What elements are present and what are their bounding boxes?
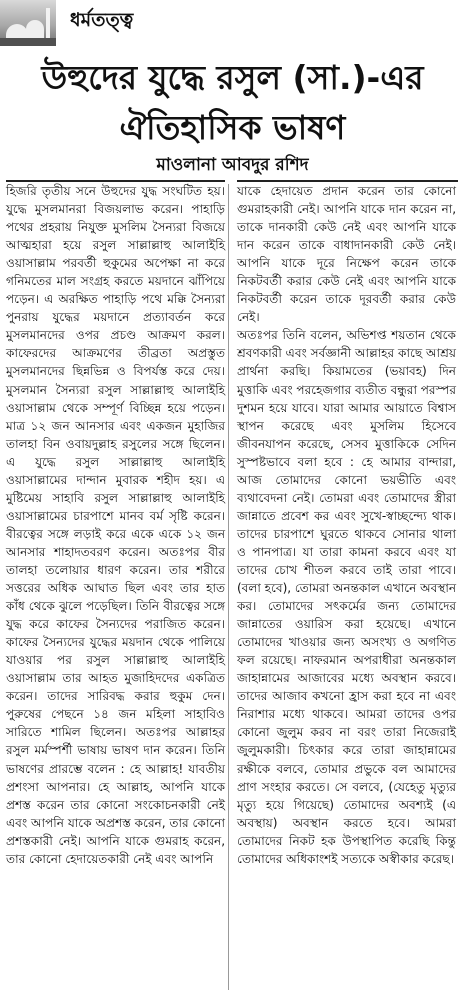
body-column-right: [237, 182, 456, 868]
ground-shape: [0, 38, 56, 46]
dome-shape: [6, 24, 28, 38]
paragraph: হিজরি তৃতীয় সনে উহুদের যুদ্ধ সংঘটিত হয়। যুদ্ধে মুসলমানরা বিজয়লাভ করেন। পাহাড়ি পথের প্রহরায় নিযুক্ত মুসলিম সৈন্যরা বিজয়ে আত্মহারা হয়ে রসুল সাল্লাল্লাহু আলাইহি ওয়াসাল্লাম পরবর্তী হুকুমের অপেক্ষা না করে গনিমতের মাল সংগ্রহ করতে ময়দানে ঝাঁপিয়ে পড়েন। এ অরক্ষিত পাহাড়ি পথে মক্কি সৈন্যরা পুনরায় যুদ্ধের ময়দানে প্রত্যাবর্তন করে মুসলমানদের ওপর প্রচণ্ড আক্রমণ করল। কাফেরদের আক্রমণের তীব্রতা অপ্রস্তুত মুসলমানদের ছিন্নভিন্ন ও বিপর্যস্ত করে দেয়। মুসলমান সৈন্যরা রসুল সাল্লাল্লাহু আলাইহি ওয়াসাল্লাম থেকে সম্পূর্ণ বিচ্ছিন্ন হয়ে পড়েন। মাত্র ১২ জন আনসার এবং একজন মুহাজির তালহা বিন ওবায়দুল্লাহ রসুলের সঙ্গে ছিলেন। এ যুদ্ধে রসুল সাল্লাল্লাহু আলাইহি ওয়াসাল্লামের দান্দান মুবারক শহীদ হয়। এ মুষ্টিমেয় সাহাবি রসুল সাল্লাল্লাহু আলাইহি ওয়াসাল্লামের চারপাশে মানব বর্ম সৃষ্টি করেন। বীরত্বের সঙ্গে লড়াই করে একে একে ১২ জন আনসার শাহাদতবরণ করেন। অতঃপর বীর তালহা তলোয়ার ধারণ করেন। তার শরীরে সত্তরের অধিক আঘাত ছিল এবং তার হাত কাঁধ থেকে ঝুলে পড়েছিল। তিনি বীরত্বের সঙ্গে যুদ্ধ করে কাফের সৈন্যদের পরাজিত করেন। কাফের সৈন্যদের যুদ্ধের ময়দান থেকে পালিয়ে যাওয়ার পর রসুল সাল্লাল্লাহু আলাইহি ওয়াসাল্লাম তার আহত মুজাহিদদের একত্রিত করেন। তাদের সারিবদ্ধ করার হুকুম দেন। পুরুষের পেছনে ১৪ জন মহিলা সাহাবিও সারিতে শামিল ছিলেন। অতঃপর আল্লাহর রসুল মর্মস্পর্শী ভাষায় ভাষণ দান করেন। তিনি ভাষণের প্রারম্ভে বলেন : হে আল্লাহ! যাবতীয় প্রশংসা আপনার। হে আল্লাহ, আপনি যাকে প্রশস্ত করেন তার কোনো সংকোচনকারী নেই এবং আপনি যাকে অপ্রশস্ত করেন, তার কোনো প্রশস্তকারী নেই। আপনি যাকে গুমরাহ করেন, তার কোনো হেদায়েতকারী নেই এবং আপনি: [6, 184, 225, 866]
paragraph: অতঃপর তিনি বলেন, অভিশপ্ত শয়তান থেকে শ্রবণকারী এবং সর্বজ্ঞানী আল্লাহর কাছে আশ্রয় প্রার্থনা করছি। কিয়ামতের (ভয়াবহ) দিন মুত্তাকি এবং পরহেজগার ব্যতীত বন্ধুরা পরস্পর দুশমন হয়ে যাবে। যারা আমার আয়াতে বিশ্বাস স্থাপন করেছে এবং মুসলিম হিসেবে জীবনযাপন করেছে, সেসব মুত্তাকিকে সেদিন সুস্পষ্টভাবে বলা হবে : হে আমার বান্দারা, আজ তোমাদের কোনো ভয়ভীতি এবং ব্যথাবেদনা নেই। তোমরা এবং তোমাদের স্ত্রীরা জান্নাতে প্রবেশ কর এবং সুখে-স্বাচ্ছন্দ্যে থাক। তাদের চারপাশে ঘুরতে থাকবে সোনার থালা ও পানপাত্র। যা তারা কামনা করবে এবং যা তাদের চোখ শীতল করবে তাই তারা পাবে। (বলা হবে), তোমরা অনন্তকাল এখানে অবস্থান কর। তোমাদের সৎকর্মের জন্য তোমাদের জান্নাতের ওয়ারিস করা হয়েছে। এখানে তোমাদের খাওয়ার জন্য অসংখ্য ও অগণিত ফল রয়েছে। নাফরমান অপরাধীরা অনন্তকাল জাহান্নামের আজাবের মধ্যে অবস্থান করবে। তাদের আজাব কখনো হ্রাস করা হবে না এবং নিরাশার মধ্যে থাকবে। আমরা তাদের ওপর কোনো জুলুম করব না বরং তারা নিজেরাই জুলুমকারী। চিৎকার করে তারা জাহান্নামের রক্ষীকে বলবে, তোমার প্রভুকে বল আমাদের প্রাণ সংহার করতে। সে বলবে, (যেহেতু মৃত্যুর মৃত্যু হয়ে গিয়েছে) তোমাদের অবশ্যই (এ অবস্থায়) অবস্থান করতে হবে। আমরা তোমাদের নিকট হক উপস্থাপিত করেছি কিন্তু তোমাদের অধিকাংশই সত্যকে অস্বীকার করেছ।: [237, 328, 456, 866]
minaret-shape: [46, 8, 50, 38]
section-label: ধর্মতত্ত্ব: [70, 9, 134, 31]
headline-line-1: উহুদের যুদ্ধে রসুল (সা.)-এর: [41, 58, 424, 97]
mosque-thumbnail-image: [0, 0, 56, 46]
column-divider: [228, 184, 229, 990]
body-column-left: [6, 182, 225, 868]
dome-shape: [26, 20, 44, 38]
author-byline: মাওলানা আবদুর রশিদ: [156, 155, 309, 175]
paragraph: যাকে হেদায়েত প্রদান করেন তার কোনো গুমরাহকারী নেই। আপনি যাকে দান করেন না, তাকে দানকারী কেউ নেই এবং আপনি যাকে দান করেন তাকে বাধাদানকারী কেউ নেই। আপনি যাকে দূরে নিক্ষেপ করেন তাকে নিকটবর্তী করার কেউ নেই এবং আপনি যাকে নিকটবর্তী করেন তাকে দূরবর্তী করার কেউ নেই।: [237, 184, 456, 325]
headline-line-2: ঐতিহাসিক ভাষণ: [119, 108, 346, 147]
